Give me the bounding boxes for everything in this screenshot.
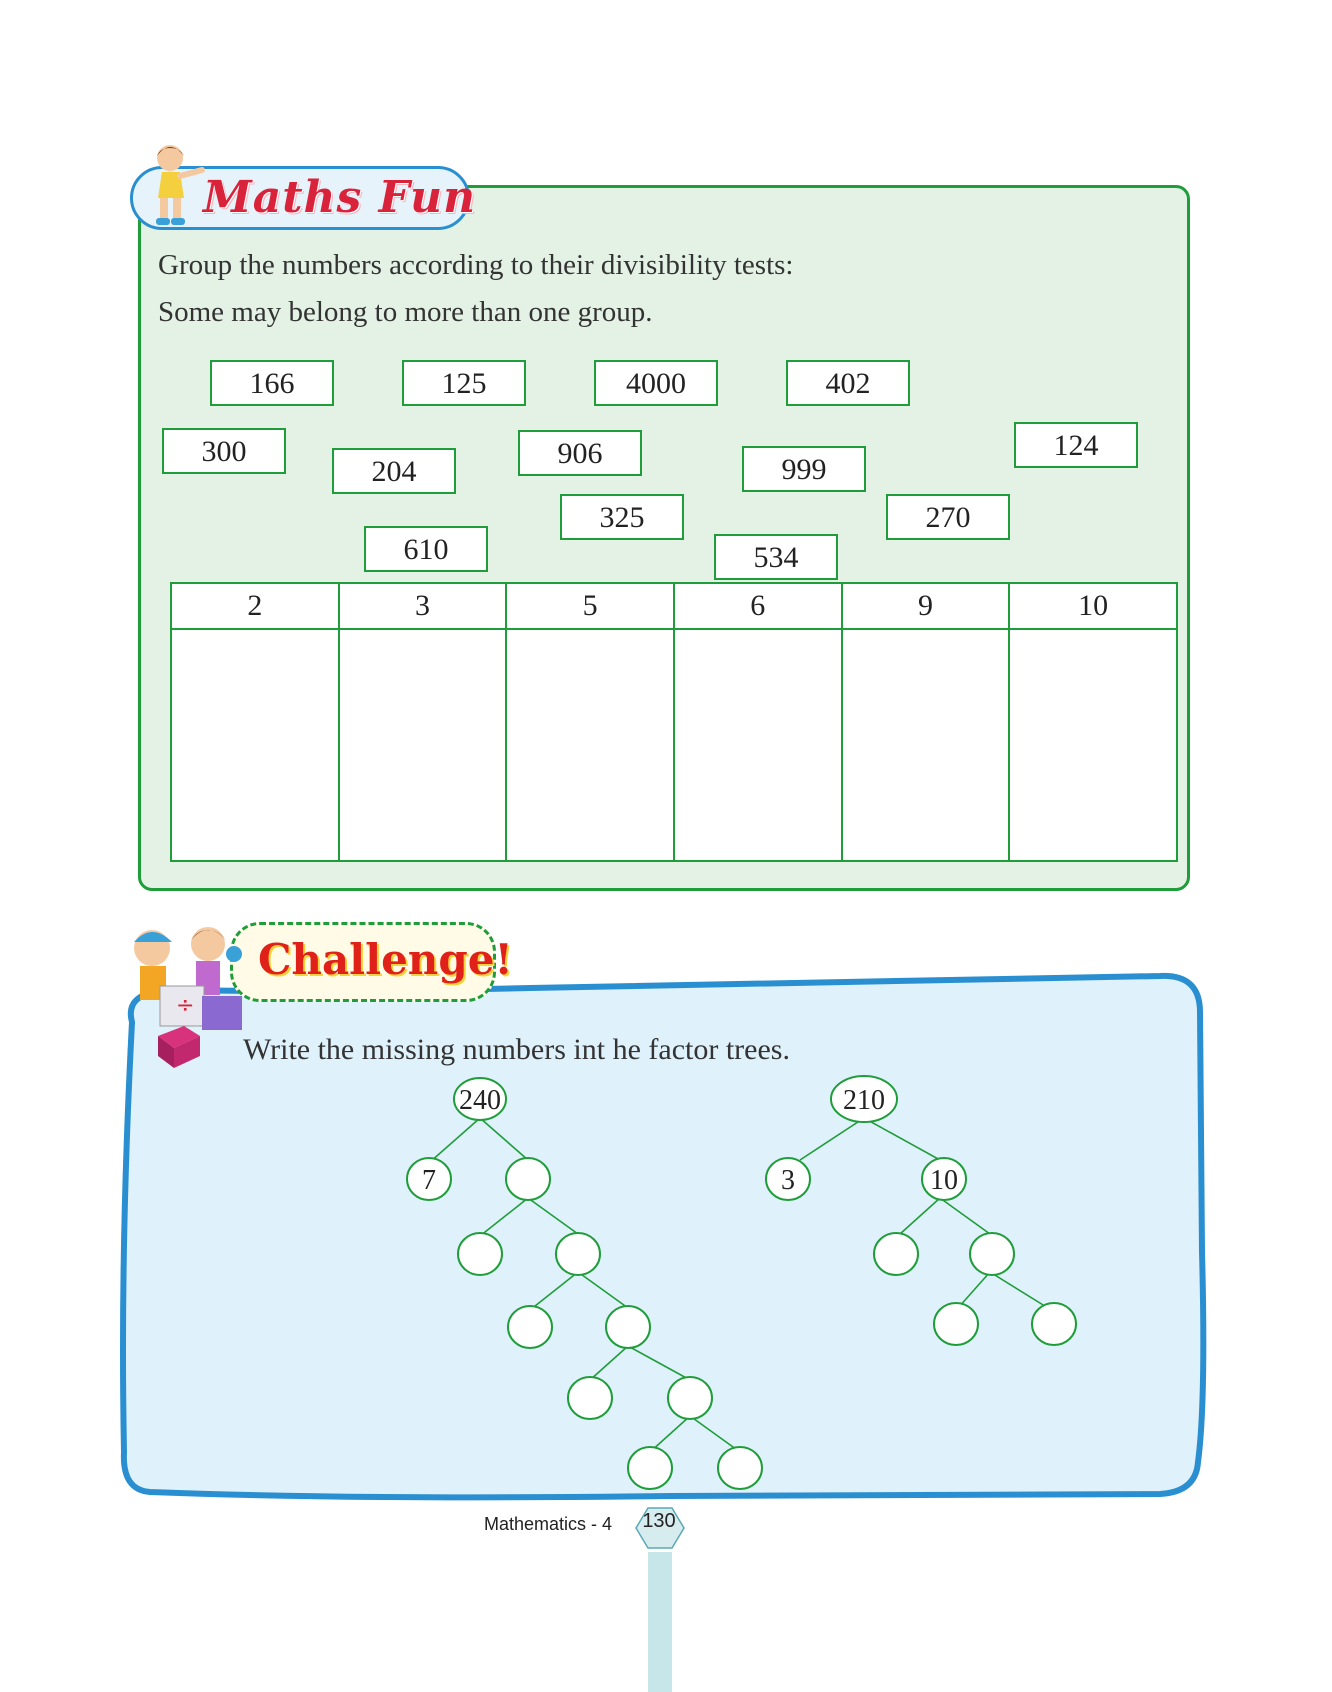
- number-box: 124: [1014, 422, 1138, 468]
- tree-blank-node[interactable]: [508, 1306, 552, 1348]
- tree-blank-node[interactable]: [934, 1303, 978, 1345]
- tree-2-root-label: 210: [843, 1085, 885, 1116]
- divisor-header: 6: [674, 583, 842, 629]
- tree-blank-node[interactable]: [874, 1233, 918, 1275]
- maths-fun-title: Maths Fun: [203, 172, 477, 223]
- number-box: 402: [786, 360, 910, 406]
- number-box: 125: [402, 360, 526, 406]
- divisor-header: 5: [506, 583, 674, 629]
- tree-blank-node[interactable]: [628, 1447, 672, 1489]
- number-box: 270: [886, 494, 1010, 540]
- tree-blank-node[interactable]: [1032, 1303, 1076, 1345]
- divisor-header: 2: [171, 583, 339, 629]
- tree-2-right-label: 10: [930, 1165, 958, 1196]
- divisor-header: 10: [1009, 583, 1177, 629]
- number-box: 300: [162, 428, 286, 474]
- tree-blank-node[interactable]: [556, 1233, 600, 1275]
- maths-fun-instruction-2: Some may belong to more than one group.: [158, 296, 653, 328]
- maths-fun-instruction-1: Group the numbers according to their divisibility tests:: [158, 249, 794, 281]
- tree-1-root-label: 240: [459, 1085, 501, 1116]
- challenge-instruction: Write the missing numbers int he factor trees.: [243, 1033, 790, 1066]
- tree-blank-node[interactable]: [668, 1377, 712, 1419]
- tree-1-root-node: [454, 1078, 506, 1120]
- page-number: 130: [642, 1510, 676, 1532]
- tree-blank-node[interactable]: [606, 1306, 650, 1348]
- number-box: 166: [210, 360, 334, 406]
- number-box: 610: [364, 526, 488, 572]
- number-box: 534: [714, 534, 838, 580]
- tree-1-left-node: [407, 1158, 451, 1200]
- tree-blank-node[interactable]: [568, 1377, 612, 1419]
- number-box: 906: [518, 430, 642, 476]
- tree-1-left-label: 7: [422, 1165, 436, 1196]
- challenge-title: Challenge!: [258, 935, 513, 984]
- tree-blank-node[interactable]: [506, 1158, 550, 1200]
- divisor-header: 3: [339, 583, 507, 629]
- tree-2-left-label: 3: [781, 1165, 795, 1196]
- tree-blank-node[interactable]: [458, 1233, 502, 1275]
- footer-strip: [648, 1552, 672, 1692]
- number-box: 204: [332, 448, 456, 494]
- number-box: 4000: [594, 360, 718, 406]
- tree-blank-node[interactable]: [718, 1447, 762, 1489]
- footer-book-title: Mathematics - 4: [484, 1514, 613, 1534]
- number-box: 325: [560, 494, 684, 540]
- tree-blank-node[interactable]: [970, 1233, 1014, 1275]
- divisor-header: 9: [842, 583, 1010, 629]
- number-box: 999: [742, 446, 866, 492]
- svg-text:÷: ÷: [176, 993, 195, 1018]
- tree-2-left-node: [766, 1158, 810, 1200]
- tree-2-right-node: [922, 1158, 966, 1200]
- tree-2-root-node: [831, 1076, 897, 1122]
